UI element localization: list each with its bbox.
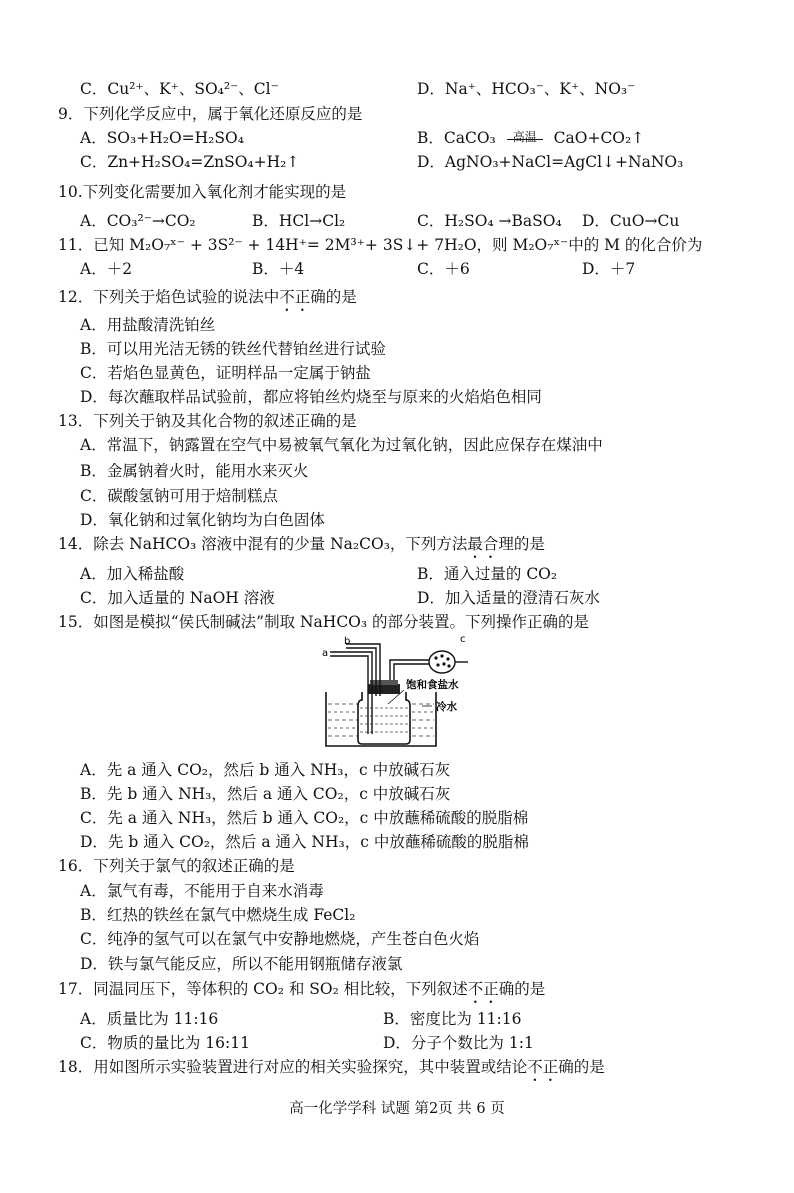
- q17-stem-text: 17．同温同压下，等体积的 CO₂ 和 SO₂ 相比较，下列叙述: [58, 980, 468, 998]
- q10-option-a: A．CO₃²⁻→CO₂: [80, 212, 196, 230]
- drying-bulb-c: [429, 651, 455, 673]
- q11-stem: 11．已知 M₂O₇ˣ⁻ + 3S²⁻ + 14H⁺= 2M³⁺+ 3S↓+ 7H₂O，则 M₂O₇ˣ⁻中的 M 的化合价为: [58, 236, 703, 254]
- q13-option-a: A．常温下，钠露置在空气中易被氧气氧化为过氧化钠，因此应保存在煤油中: [80, 436, 603, 454]
- q18-stem: [58, 1056, 605, 1085]
- q15-option-c: C．先 a 通入 NH₃，然后 b 通入 CO₂，c 中放蘸稀硫酸的脱脂棉: [80, 809, 529, 827]
- q14-option-a: A．加入稀盐酸: [80, 565, 185, 583]
- outlet-tube: [390, 660, 430, 680]
- q17-stem-end: 确的是: [498, 980, 546, 998]
- q12-stem: [58, 286, 357, 315]
- q13-option-d: D．氧化钠和过氧化钠均为白色固体: [80, 511, 325, 529]
- q10-stem: 10.下列变化需要加入氧化剂才能实现的是: [58, 183, 347, 201]
- reaction-flask: [358, 692, 410, 744]
- q11-option-d: D．＋7: [582, 260, 636, 278]
- q14-option-b: B．通入过量的 CO₂: [417, 565, 558, 583]
- q12-stem-emphasis: 不正: [279, 288, 311, 306]
- label-b: b: [344, 636, 351, 647]
- q8-option-c: C．Cu²⁺、K⁺、SO₄²⁻、Cl⁻: [80, 80, 279, 98]
- q11-option-b: B．＋4: [252, 260, 305, 278]
- q9-option-b-reactant: B．CaCO₃: [417, 129, 496, 147]
- q16-option-b: B．红热的铁丝在氯气中燃烧生成 FeCl₂: [80, 906, 356, 924]
- label-water: 冷水: [436, 701, 457, 713]
- q17-option-c: C．物质的量比为 16:11: [80, 1034, 250, 1052]
- q11-option-a: A．＋2: [80, 260, 133, 278]
- q15-stem: 15．如图是模拟“侯氏制碱法”制取 NaHCO₃ 的部分装置。下列操作正确的是: [58, 613, 590, 631]
- q16-stem: 16．下列关于氯气的叙述正确的是: [58, 857, 295, 875]
- q12-option-b: B．可以用光洁无锈的铁丝代替铂丝进行试验: [80, 340, 386, 358]
- q12-stem-text: 12．下列关于焰色试验的说法中: [58, 288, 280, 306]
- q11-option-c: C．＋6: [417, 260, 470, 278]
- q14-stem: [58, 533, 545, 562]
- q16-option-d: D．铁与氯气能反应，所以不能用钢瓶储存液氯: [80, 955, 403, 973]
- q9-option-a: A．SO₃+H₂O=H₂SO₄: [80, 129, 244, 147]
- q12-stem-end: 确的是: [310, 288, 357, 306]
- stopper-top: [370, 680, 398, 685]
- q9-option-b-product: CaO+CO₂↑: [553, 129, 645, 147]
- label-a: a: [322, 648, 329, 659]
- q16-option-a: A．氯气有毒，不能用于自来水消毒: [80, 882, 324, 900]
- q9-option-c: C．Zn+H₂SO₄=ZnSO₄+H₂↑: [80, 153, 300, 171]
- q13-stem: 13．下列关于钠及其化合物的叙述正确的是: [58, 412, 357, 430]
- q14-stem-emphasis: 最合: [467, 535, 499, 553]
- q12-option-a: A．用盐酸清洗铂丝: [80, 316, 216, 334]
- page-footer: 高一化学学科 试题 第2页 共 6 页: [289, 1101, 505, 1117]
- q9-option-b: [417, 127, 644, 149]
- q9-stem: 9．下列化学反应中，属于氧化还原反应的是: [58, 105, 363, 123]
- q16-option-c: C．纯净的氢气可以在氯气中安静地燃烧，产生苍白色火焰: [80, 930, 480, 948]
- q10-option-b: B．HCl→Cl₂: [252, 212, 346, 230]
- reaction-condition: 高温: [512, 129, 537, 144]
- q18-stem-end: 确的是: [558, 1058, 605, 1076]
- rubber-stopper: [368, 684, 400, 694]
- q17-stem-emphasis: 不正: [467, 980, 499, 998]
- q17-option-d: D．分子个数比为 1:1: [383, 1034, 534, 1052]
- q15-option-d: D．先 b 通入 CO₂，然后 a 通入 NH₃，c 中放蘸稀硫酸的脱脂棉: [80, 833, 529, 851]
- label-brine: 饱和食盐水: [406, 679, 459, 691]
- label-c: c: [460, 634, 466, 645]
- q13-option-b: B．金属钠着火时，能用水来灭火: [80, 462, 309, 480]
- hou-soda-apparatus-diagram: [322, 634, 472, 752]
- q14-stem-text: 14．除去 NaHCO₃ 溶液中混有的少量 Na₂CO₃，下列方法: [58, 535, 468, 553]
- q17-option-b: B．密度比为 11:16: [383, 1010, 522, 1028]
- outlet-tube-wall: [394, 664, 430, 680]
- q15-option-a: A．先 a 通入 CO₂，然后 b 通入 NH₃，c 中放碱石灰: [80, 761, 451, 779]
- q17-option-a: A．质量比为 11:16: [80, 1010, 219, 1028]
- q15-option-b: B．先 b 通入 NH₃，然后 a 通入 CO₂，c 中放碱石灰: [80, 785, 451, 803]
- q8-option-d: D．Na⁺、HCO₃⁻、K⁺、NO₃⁻: [417, 80, 636, 98]
- q18-stem-emphasis: 不正: [527, 1058, 559, 1076]
- q12-option-d: D．每次蘸取样品试验前，都应将铂丝灼烧至与原来的火焰焰色相同: [80, 388, 542, 406]
- q10-option-d: D．CuO→Cu: [582, 212, 680, 230]
- q9-option-d: D．AgNO₃+NaCl=AgCl↓+NaNO₃: [417, 153, 684, 171]
- q17-stem: [58, 978, 545, 1007]
- reaction-condition-line: [507, 129, 543, 144]
- q13-option-c: C．碳酸氢钠可用于焙制糕点: [80, 487, 278, 505]
- q18-stem-text: 18．用如图所示实验装置进行对应的相关实验探究，其中装置或结论: [58, 1058, 528, 1076]
- q14-option-c: C．加入适量的 NaOH 溶液: [80, 589, 275, 607]
- q14-option-d: D．加入适量的澄清石灰水: [417, 589, 600, 607]
- q14-stem-end: 理的是: [498, 535, 545, 553]
- q12-option-c: C．若焰色显黄色，证明样品一定属于钠盐: [80, 364, 371, 382]
- q10-option-c: C．H₂SO₄ →BaSO₄: [417, 212, 562, 230]
